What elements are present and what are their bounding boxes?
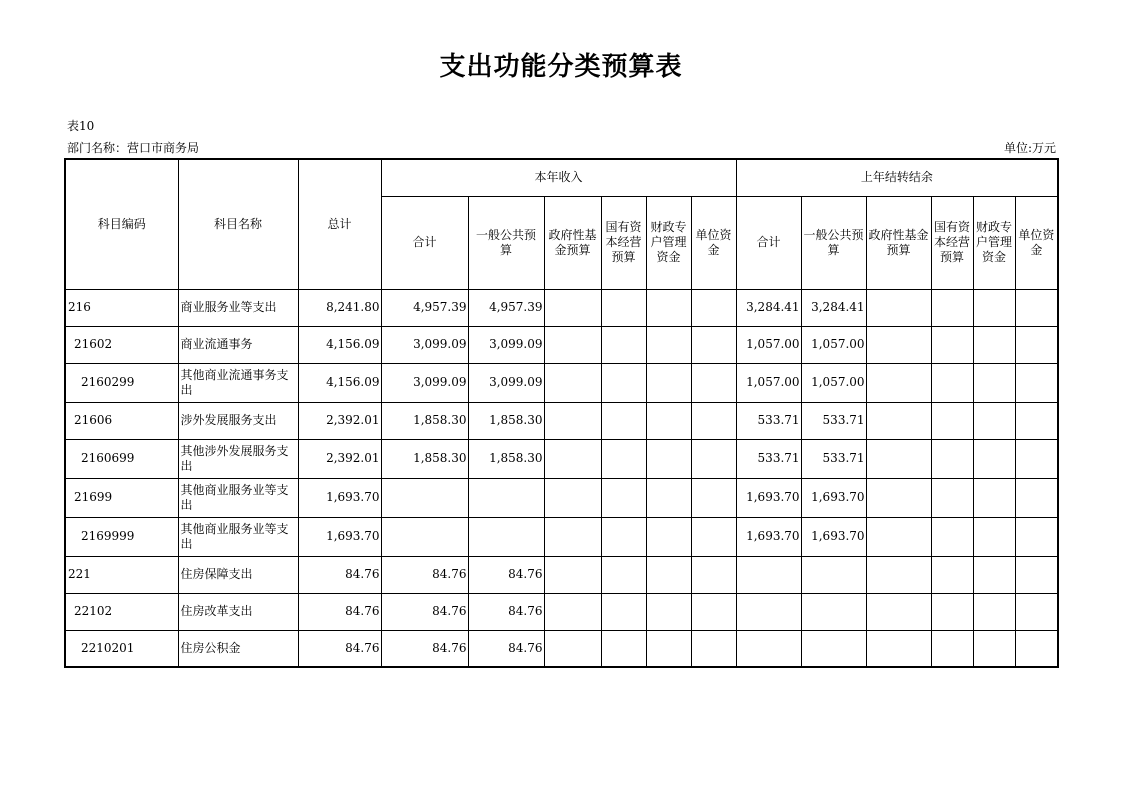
cell-p-state [931,478,973,517]
cell-c-special [646,289,691,326]
table-row [65,478,1058,517]
cell-p-state [931,402,973,439]
cell-p-special [973,289,1015,326]
cell-c-fund [544,556,601,593]
cell-p-unit [1015,326,1058,363]
cell-name: 商业流通事务 [178,326,298,363]
cell-p-special [973,402,1015,439]
cell-c-general [468,478,544,517]
cell-c-state [601,517,646,556]
cell-c-total: 1,858.30 [381,439,468,478]
cell-c-fund [544,402,601,439]
header-current-unit: 单位资金 [691,196,736,289]
header-current-year: 本年收入 [381,159,736,196]
table-row [65,593,1058,630]
cell-name: 涉外发展服务支出 [178,402,298,439]
header-current-total: 合计 [381,196,468,289]
cell-c-special [646,556,691,593]
cell-p-total [736,593,801,630]
cell-name: 住房公积金 [178,630,298,667]
cell-p-general [801,556,866,593]
cell-c-state [601,556,646,593]
table-number: 表10 [67,119,95,133]
cell-c-unit [691,478,736,517]
cell-total: 84.76 [298,630,381,667]
cell-p-unit [1015,402,1058,439]
cell-p-total: 1,693.70 [736,478,801,517]
cell-c-special [646,439,691,478]
cell-p-state [931,439,973,478]
cell-p-unit [1015,556,1058,593]
header-total: 总计 [298,159,381,289]
header-current-special: 财政专户管理资金 [646,196,691,289]
cell-name: 其他商业服务业等支出 [178,517,298,556]
header-carry-state: 国有资本经营预算 [931,196,973,289]
cell-c-general: 84.76 [468,556,544,593]
cell-total: 2,392.01 [298,402,381,439]
cell-c-total: 3,099.09 [381,363,468,402]
cell-code: 2160299 [65,363,178,402]
cell-code: 2160699 [65,439,178,478]
cell-p-total [736,630,801,667]
cell-c-general: 84.76 [468,593,544,630]
cell-p-state [931,593,973,630]
cell-c-general: 1,858.30 [468,439,544,478]
cell-c-total: 1,858.30 [381,402,468,439]
cell-c-special [646,630,691,667]
cell-p-state [931,517,973,556]
cell-c-unit [691,402,736,439]
cell-name: 其他商业服务业等支出 [178,478,298,517]
cell-c-fund [544,439,601,478]
cell-p-state [931,556,973,593]
cell-p-total [736,556,801,593]
cell-c-general [468,517,544,556]
cell-p-total: 1,057.00 [736,326,801,363]
page-title: 支出功能分类预算表 [439,52,683,82]
cell-name: 其他商业流通事务支出 [178,363,298,402]
cell-total: 4,156.09 [298,326,381,363]
cell-total: 1,693.70 [298,517,381,556]
cell-p-general [801,593,866,630]
cell-p-general: 533.71 [801,439,866,478]
cell-c-unit [691,593,736,630]
cell-c-unit [691,326,736,363]
cell-p-general [801,630,866,667]
cell-p-unit [1015,289,1058,326]
table-row [65,630,1058,667]
cell-code: 2210201 [65,630,178,667]
cell-c-unit [691,363,736,402]
cell-p-fund [866,439,931,478]
cell-c-special [646,363,691,402]
cell-c-total [381,517,468,556]
cell-code: 21602 [65,326,178,363]
cell-c-state [601,289,646,326]
cell-p-total: 1,693.70 [736,517,801,556]
table-row [65,402,1058,439]
header-carryover: 上年结转结余 [736,159,1058,196]
cell-p-total: 533.71 [736,402,801,439]
cell-c-general: 3,099.09 [468,326,544,363]
cell-p-special [973,630,1015,667]
cell-c-fund [544,630,601,667]
cell-p-special [973,326,1015,363]
cell-c-fund [544,517,601,556]
cell-c-unit [691,517,736,556]
header-current-fund: 政府性基金预算 [544,196,601,289]
cell-p-special [973,593,1015,630]
cell-p-special [973,363,1015,402]
cell-p-general: 1,057.00 [801,326,866,363]
cell-code: 221 [65,556,178,593]
cell-c-unit [691,439,736,478]
cell-code: 2169999 [65,517,178,556]
header-carry-special: 财政专户管理资金 [973,196,1015,289]
cell-c-unit [691,556,736,593]
cell-c-total: 84.76 [381,593,468,630]
cell-p-special [973,439,1015,478]
cell-c-fund [544,289,601,326]
cell-c-unit [691,630,736,667]
budget-table [64,158,1059,668]
cell-c-general: 1,858.30 [468,402,544,439]
cell-code: 216 [65,289,178,326]
header-current-state: 国有资本经营预算 [601,196,646,289]
cell-p-unit [1015,517,1058,556]
cell-p-fund [866,556,931,593]
cell-c-general: 3,099.09 [468,363,544,402]
table-row [65,363,1058,402]
table-body [65,289,1058,667]
table-row [65,326,1058,363]
cell-p-fund [866,326,931,363]
cell-c-special [646,517,691,556]
header-code: 科目编码 [65,159,178,289]
cell-c-state [601,593,646,630]
cell-c-special [646,402,691,439]
cell-total: 1,693.70 [298,478,381,517]
header-carry-fund: 政府性基金预算 [866,196,931,289]
cell-c-general: 84.76 [468,630,544,667]
cell-p-fund [866,517,931,556]
cell-p-total: 1,057.00 [736,363,801,402]
cell-p-special [973,517,1015,556]
cell-c-general: 4,957.39 [468,289,544,326]
cell-total: 84.76 [298,556,381,593]
table-row [65,556,1058,593]
cell-code: 22102 [65,593,178,630]
cell-c-special [646,326,691,363]
cell-c-unit [691,289,736,326]
cell-name: 其他涉外发展服务支出 [178,439,298,478]
cell-c-state [601,363,646,402]
cell-p-general: 1,693.70 [801,478,866,517]
cell-name: 商业服务业等支出 [178,289,298,326]
cell-c-total: 3,099.09 [381,326,468,363]
cell-p-fund [866,630,931,667]
cell-code: 21699 [65,478,178,517]
cell-p-unit [1015,478,1058,517]
cell-p-special [973,478,1015,517]
cell-p-state [931,363,973,402]
cell-c-total: 84.76 [381,630,468,667]
cell-c-total: 84.76 [381,556,468,593]
cell-c-fund [544,593,601,630]
header-carry-unit: 单位资金 [1015,196,1058,289]
cell-total: 2,392.01 [298,439,381,478]
cell-p-unit [1015,363,1058,402]
table-row [65,289,1058,326]
table-row [65,517,1058,556]
cell-p-general: 3,284.41 [801,289,866,326]
cell-c-state [601,630,646,667]
cell-p-general: 533.71 [801,402,866,439]
cell-p-general: 1,057.00 [801,363,866,402]
cell-c-total: 4,957.39 [381,289,468,326]
cell-c-total [381,478,468,517]
cell-p-fund [866,593,931,630]
header-name: 科目名称 [178,159,298,289]
cell-c-fund [544,363,601,402]
cell-p-unit [1015,439,1058,478]
header-carry-general: 一般公共预算 [801,196,866,289]
cell-total: 84.76 [298,593,381,630]
cell-code: 21606 [65,402,178,439]
cell-c-special [646,478,691,517]
cell-p-state [931,630,973,667]
cell-p-total: 3,284.41 [736,289,801,326]
cell-total: 8,241.80 [298,289,381,326]
cell-p-state [931,289,973,326]
header-carry-total: 合计 [736,196,801,289]
table-row [65,439,1058,478]
cell-p-fund [866,402,931,439]
unit-label: 单位:万元 [1003,141,1056,155]
cell-p-fund [866,478,931,517]
cell-c-fund [544,326,601,363]
cell-c-state [601,478,646,517]
cell-c-fund [544,478,601,517]
cell-p-state [931,326,973,363]
header-current-general: 一般公共预算 [468,196,544,289]
cell-name: 住房保障支出 [178,556,298,593]
cell-total: 4,156.09 [298,363,381,402]
cell-c-state [601,439,646,478]
cell-name: 住房改革支出 [178,593,298,630]
cell-p-unit [1015,630,1058,667]
department-name: 部门名称：营口市商务局 [67,141,200,155]
cell-p-general: 1,693.70 [801,517,866,556]
cell-p-fund [866,363,931,402]
cell-p-special [973,556,1015,593]
cell-c-state [601,326,646,363]
cell-p-unit [1015,593,1058,630]
cell-c-special [646,593,691,630]
cell-p-fund [866,289,931,326]
cell-c-state [601,402,646,439]
cell-p-total: 533.71 [736,439,801,478]
